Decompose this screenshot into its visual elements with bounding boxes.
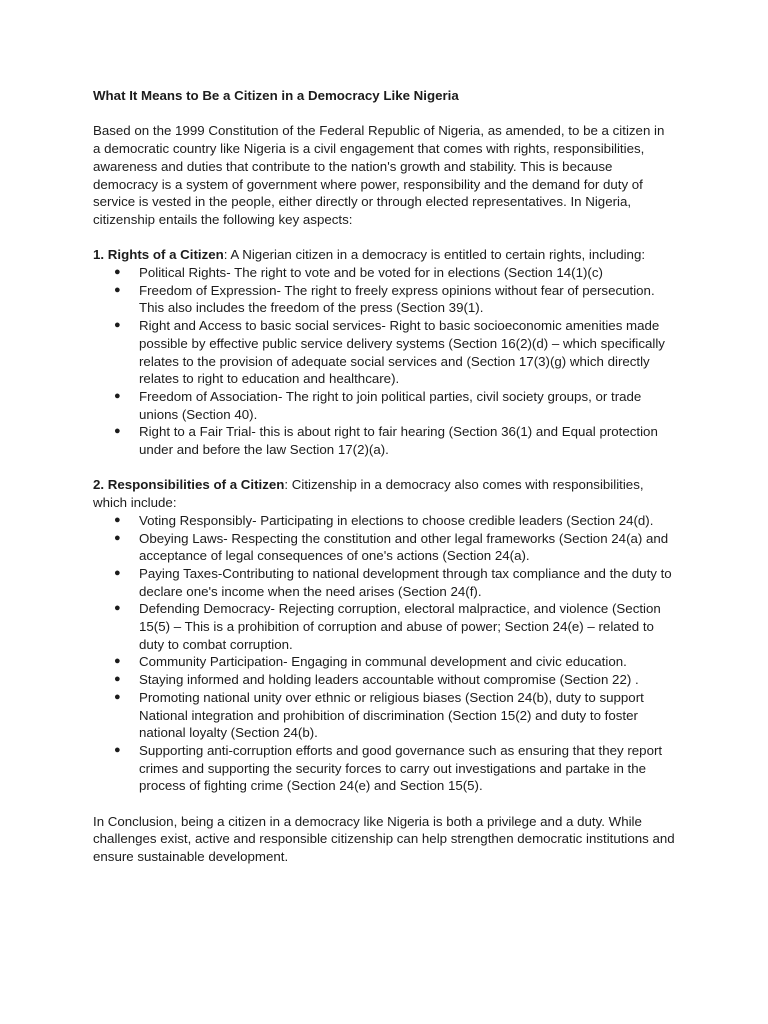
list-item-text: Promoting national unity over ethnic or religious biases (Section 24(b), duty to support National integration and prohibition of discrimination (Section 15(2) and duty to foster national loyalty (Section 24(b).	[139, 689, 644, 741]
list-item	[93, 388, 675, 423]
bullet-icon: ●	[114, 690, 121, 703]
bullet-icon: ●	[114, 513, 121, 526]
section-lead: : A Nigerian citizen in a democracy is entitled to certain rights, including:	[223, 247, 646, 263]
section-title: 2. Responsibilities of a Citizen	[93, 477, 285, 493]
list-item-text: Freedom of Expression- The right to freely express opinions without fear of persecution. This also includes the freedom of the press (Section 39(1).	[139, 282, 655, 316]
list-item-text: Paying Taxes-Contributing to national development through tax compliance and the duty to declare one's income when the need arises (Section 24(f).	[139, 565, 672, 599]
list-item	[93, 317, 675, 388]
conclusion-paragraph: In Conclusion, being a citizen in a democracy like Nigeria is both a privilege and a duty. While challenges exist, active and responsible citizenship can help strengthen democratic institutions and ensure sustainable development.	[93, 813, 675, 865]
bullet-icon: ●	[114, 743, 121, 756]
list-item	[93, 742, 675, 795]
list-item	[93, 282, 675, 317]
list-item	[93, 689, 675, 742]
list-item	[93, 600, 675, 653]
list-item-text: Obeying Laws- Respecting the constitution and other legal frameworks (Section 24(a) and acceptance of legal consequences of one's actions (Section 24(a).	[139, 530, 669, 564]
list-item-text: Freedom of Association- The right to join political parties, civil society groups, or trade unions (Section 40).	[139, 388, 642, 422]
list-item-text: Voting Responsibly- Participating in elections to choose credible leaders (Section 24(d).	[139, 512, 654, 528]
list-item-text: Right and Access to basic social services- Right to basic socioeconomic amenities made possible by effective public service delivery systems (Section 16(2)(d) – which specifically relates to the provision of adequate social services and (Section 17(3)(g) which directly relates to right to education and healthcare).	[139, 318, 665, 387]
section-heading	[93, 476, 675, 511]
bullet-icon: ●	[114, 566, 121, 579]
section-title: 1. Rights of a Citizen	[93, 247, 224, 263]
list-item-text: Community Participation- Engaging in communal development and civic education.	[139, 654, 627, 670]
bullet-icon: ●	[114, 673, 121, 686]
responsibilities-list	[93, 512, 675, 795]
section-heading	[93, 246, 675, 264]
intro-paragraph: Based on the 1999 Constitution of the Federal Republic of Nigeria, as amended, to be a citizen in a democratic country like Nigeria is a civil engagement that comes with rights, responsibilities, awareness and duties that contribute to the nation's growth and stability. This is because democracy is a system of government where power, responsibility and the demand for duty of service is vested in the people, either directly or through elected representatives. In Nigeria, citizenship entails the following key aspects:	[93, 123, 665, 227]
bullet-icon: ●	[114, 283, 121, 296]
rights-list	[93, 264, 675, 459]
bullet-icon: ●	[114, 266, 121, 278]
list-item-text: Political Rights- The right to vote and be voted for in elections (Section 14(1)(c)	[139, 265, 603, 280]
bullet-icon: ●	[114, 531, 121, 544]
section-lead: : Citizenship in a democracy also comes with responsibilities, which include:	[93, 477, 644, 511]
list-item	[93, 671, 675, 689]
list-item	[93, 653, 675, 671]
bullet-icon: ●	[114, 389, 121, 402]
section-rights	[93, 246, 675, 458]
list-item	[93, 264, 675, 282]
list-item-text: Staying informed and holding leaders accountable without compromise (Section 22) .	[139, 672, 639, 688]
list-item-text: Supporting anti-corruption efforts and good governance such as ensuring that they report crimes and supporting the security forces to carry out investigations and partake in the process of fighting crime (Section 24(e) and Section 15(5).	[139, 742, 663, 794]
list-item	[93, 423, 675, 458]
bullet-icon: ●	[114, 602, 121, 615]
document-title: What It Means to Be a Citizen in a Democracy Like Nigeria	[93, 88, 459, 103]
bullet-icon: ●	[114, 655, 121, 668]
list-item-text: Right to a Fair Trial- this is about right to fair hearing (Section 36(1) and Equal protection under and before the law Section 17(2)(a).	[139, 424, 658, 458]
list-item	[93, 530, 675, 565]
section-responsibilities	[93, 476, 675, 795]
list-item	[93, 512, 675, 530]
list-item	[93, 565, 675, 600]
list-item-text: Defending Democracy- Rejecting corruption, electoral malpractice, and violence (Section 15(5) – This is a prohibition of corruption and abuse of power; Section 24(e) – related to duty to combat corruption.	[139, 601, 661, 652]
document-body	[93, 87, 675, 866]
bullet-icon: ●	[114, 425, 121, 438]
bullet-icon: ●	[114, 319, 121, 332]
